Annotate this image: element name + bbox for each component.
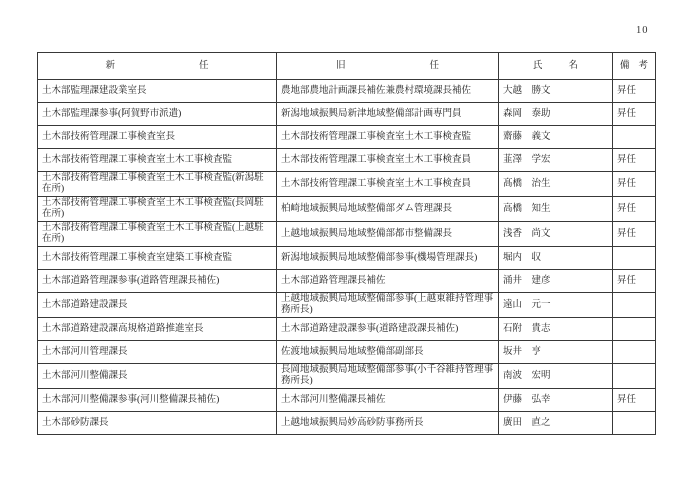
table-row: [38, 364, 656, 389]
header-char: 新: [105, 60, 115, 71]
cell-old-post: 土木部技術管理課工事検査室土木工事検査監: [277, 126, 499, 149]
cell-old-post: 上越地域振興局妙高砂防事務所長: [277, 412, 499, 435]
cell-name: 坂井 亨: [499, 341, 613, 364]
cell-old-post: 土木部道路管理課長補佐: [277, 270, 499, 293]
cell-new-post: 土木部河川管理課長: [38, 341, 277, 364]
cell-name: 森岡 泰助: [499, 103, 613, 126]
cell-name: 韮澤 学宏: [499, 149, 613, 172]
cell-new-post: 土木部道路建設課長: [38, 293, 277, 318]
cell-new-post: 土木部技術管理課工事検査室土木工事検査監(上越駐在所): [38, 222, 277, 247]
cell-old-post: 土木部技術管理課工事検査室土木工事検査員: [277, 149, 499, 172]
cell-old-post: 柏崎地域振興局地域整備部ダム管理課長: [277, 197, 499, 222]
cell-new-post: 土木部河川整備課長: [38, 364, 277, 389]
cell-new-post: 土木部技術管理課工事検査室土木工事検査監(新潟駐在所): [38, 172, 277, 197]
table-row: [38, 293, 656, 318]
table-row: [38, 197, 656, 222]
cell-note: [613, 341, 656, 364]
table-row: [38, 412, 656, 435]
table-row: [38, 318, 656, 341]
header-char: 考: [638, 60, 649, 71]
cell-new-post: 土木部道路建設課高規格道路推進室長: [38, 318, 277, 341]
cell-name: 涌井 建彦: [499, 270, 613, 293]
cell-note: 昇任: [613, 80, 656, 103]
cell-name: 浅香 尚文: [499, 222, 613, 247]
cell-note: 昇任: [613, 149, 656, 172]
cell-note: [613, 364, 656, 389]
table-row: [38, 103, 656, 126]
cell-old-post: 佐渡地域振興局地域整備部副部長: [277, 341, 499, 364]
cell-note: [613, 126, 656, 149]
cell-old-post: 新潟地域振興局地域整備部参事(機場管理課長): [277, 247, 499, 270]
cell-new-post: 土木部砂防課長: [38, 412, 277, 435]
cell-note: 昇任: [613, 270, 656, 293]
cell-new-post: 土木部技術管理課工事検査室建築工事検査監: [38, 247, 277, 270]
cell-name: 遠山 元一: [499, 293, 613, 318]
header-char: 任: [429, 60, 440, 71]
cell-name: 高橋 知生: [499, 197, 613, 222]
table-row: [38, 270, 656, 293]
cell-old-post: 上越地域振興局地域整備部参事(上越東維持管理事務所長): [277, 293, 499, 318]
column-header-new-post: [38, 53, 277, 80]
table-row: [38, 341, 656, 364]
cell-old-post: 土木部河川整備課長補佐: [277, 389, 499, 412]
cell-old-post: 土木部技術管理課工事検査室土木工事検査員: [277, 172, 499, 197]
header-row: [38, 53, 656, 80]
header-char: 氏: [532, 60, 543, 71]
table-row: [38, 172, 656, 197]
cell-old-post: 農地部農地計画課長補佐兼農村環境課長補佐: [277, 80, 499, 103]
cell-note: 昇任: [613, 197, 656, 222]
cell-new-post: 土木部監理課建設業室長: [38, 80, 277, 103]
cell-new-post: 土木部技術管理課工事検査室土木工事検査監(長岡駐在所): [38, 197, 277, 222]
header-char: 旧: [335, 60, 346, 71]
cell-note: [613, 318, 656, 341]
table-row: [38, 222, 656, 247]
cell-name: 髙橋 治生: [499, 172, 613, 197]
cell-name: 堀内 収: [499, 247, 613, 270]
cell-note: 昇任: [613, 222, 656, 247]
page-number: 10: [636, 25, 649, 36]
cell-old-post: 上越地域振興局地域整備部都市整備課長: [277, 222, 499, 247]
cell-note: [613, 247, 656, 270]
cell-new-post: 土木部道路管理課参事(道路管理課長補佐): [38, 270, 277, 293]
column-header-name: [499, 53, 613, 80]
column-header-old-post: [277, 53, 499, 80]
table-row: [38, 247, 656, 270]
cell-name: 伊藤 弘幸: [499, 389, 613, 412]
cell-name: 南波 宏明: [499, 364, 613, 389]
cell-name: 齋藤 義文: [499, 126, 613, 149]
cell-name: 石附 貴志: [499, 318, 613, 341]
table-row: [38, 389, 656, 412]
table-row: [38, 149, 656, 172]
cell-note: [613, 412, 656, 435]
cell-name: 廣田 直之: [499, 412, 613, 435]
column-header-note: [613, 53, 656, 80]
table-row: [38, 80, 656, 103]
cell-note: 昇任: [613, 172, 656, 197]
cell-old-post: 土木部道路建設課参事(道路建設課長補佐): [277, 318, 499, 341]
cell-note: 昇任: [613, 103, 656, 126]
personnel-table: [37, 52, 656, 435]
cell-name: 大越 勝文: [499, 80, 613, 103]
header-char: 備: [619, 60, 630, 71]
table-row: [38, 126, 656, 149]
cell-new-post: 土木部河川整備課参事(河川整備課長補佐): [38, 389, 277, 412]
cell-old-post: 長岡地域振興局地域整備部参事(小千谷維持管理事務所長): [277, 364, 499, 389]
cell-new-post: 土木部技術管理課工事検査室長: [38, 126, 277, 149]
header-char: 名: [568, 60, 579, 71]
cell-note: [613, 293, 656, 318]
cell-old-post: 新潟地域振興局新津地域整備部計画専門員: [277, 103, 499, 126]
cell-note: 昇任: [613, 389, 656, 412]
cell-new-post: 土木部監理課参事(阿賀野市派遣): [38, 103, 277, 126]
cell-new-post: 土木部技術管理課工事検査室土木工事検査監: [38, 149, 277, 172]
header-char: 任: [199, 60, 209, 71]
